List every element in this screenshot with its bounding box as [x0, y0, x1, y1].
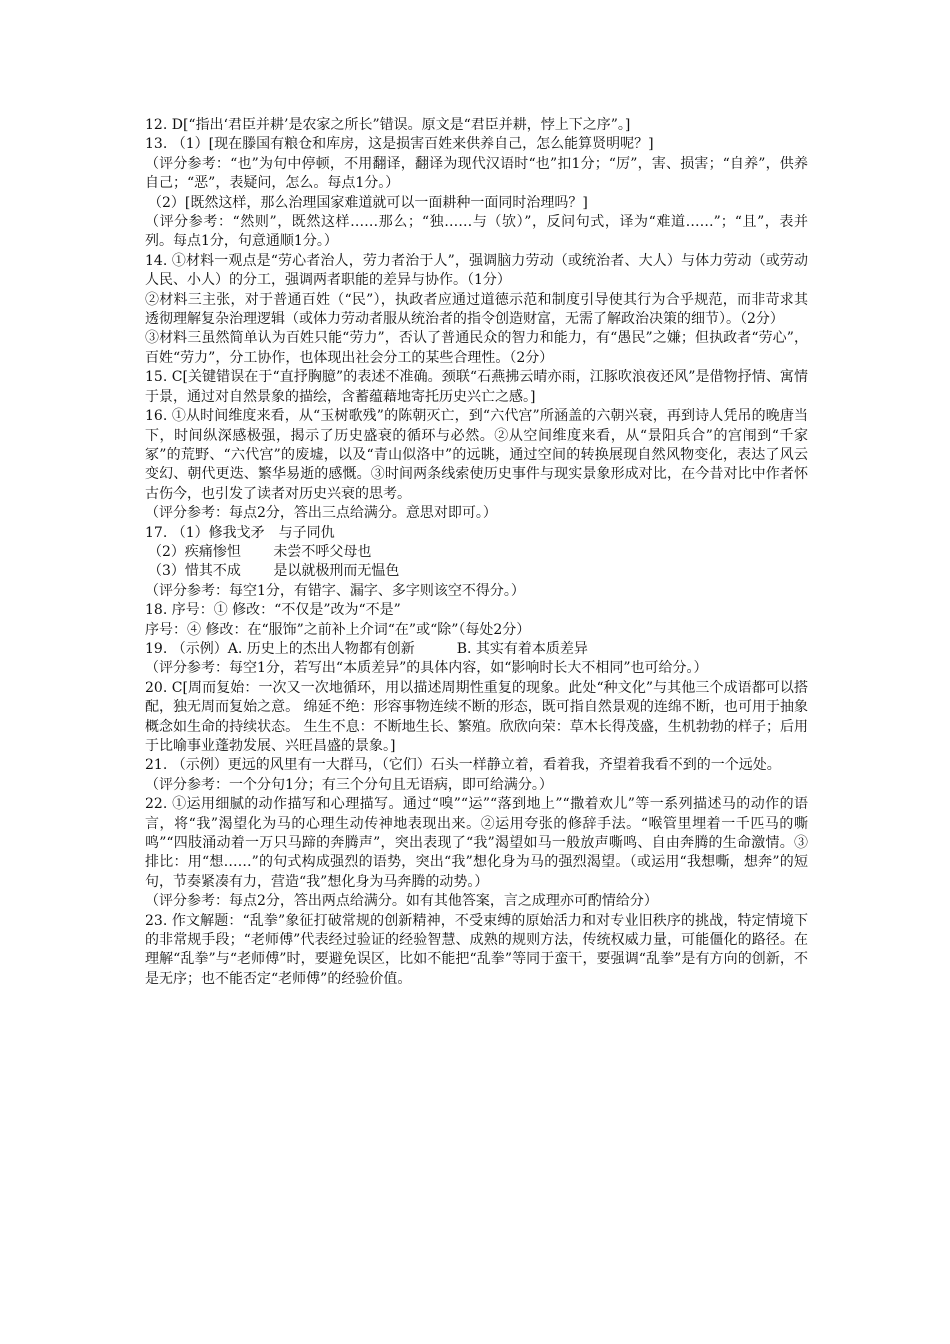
scoring-note-22: （评分参考：每点2分，答出两点给满分。如有其他答案，言之成理亦可酌情给分） [145, 893, 658, 910]
answer-19: 19. （示例）A. 历史上的杰出人物都有创新 B. 其实有着本质差异 [145, 640, 588, 657]
answer-15: 15. C[关键错误在于“直抒胸臆”的表述不准确。颈联“石燕拂云晴亦雨，江豚吹浪夜还风”是借物抒情、寓情于景，通过对自然景象的描绘，含蓄蕴藉地寄托历史兴亡之感。] [145, 369, 808, 405]
answer-document [145, 116, 808, 989]
answer-23: 23. 作文解题：“乱拳”象征打破常规的创新精神，不受束缚的原始活力和对专业旧秩序的挑战，特定情境下的非常规手段；“老师傅”代表经过验证的经验智慧、成熟的规则方法，传统权威力量，可能僵化的路径。在理解“乱拳”与“老师傅”时，要避免误区，比如不能把“乱拳”等同于蛮干，要强调“乱拳”是有方向的创新，不是无序；也不能否定“老师傅”的经验价值。 [145, 912, 808, 987]
scoring-note-13-part2: （评分参考：“然则”，既然这样……那么；“独……与（欤）”，反问句式，译为“难道……”；“且”，表并列。每点1分，句意通顺1分。） [145, 214, 808, 250]
answer-16: 16. ①从时间维度来看，从“玉树歌残”的陈朝灭亡，到“六代宫”所涵盖的六朝兴衰，再到诗人凭吊的晚唐当下，时间纵深感极强，揭示了历史盛衰的循环与必然。②从空间维度来看，从“景阳兵合”的宫闱到“千家冢”的荒野、“六代宫”的废墟，以及“青山似洛中”的远眺，通过空间的转换展现自然风物变化，表达了风云变幻、朝代更迭、繁华易逝的感慨。③时间两条线索使历史事件与现实景象形成对比，在今昔对比中作者怀古伤今，也引发了读者对历史兴衰的思考。 [145, 408, 808, 502]
scoring-note-21: （评分参考：一个分句1分；有三个分句且无语病，即可给满分。） [145, 776, 553, 793]
answer-17-part3: （3）惜其不成 是以就极刑而无愠色 [148, 563, 400, 580]
answer-14-point1: 14. ①材料一观点是“劳心者治人，劳力者治于人”，强调脑力劳动（或统治者、大人）与体力劳动（或劳动人民、小人）的分工，强调两者职能的差异与协作。（1分） [145, 252, 808, 289]
answer-18-item2: 序号：④ 修改：在“服饰”之前补上介词“在”或“除”（每处2分） [145, 621, 531, 638]
answer-20: 20. C[周而复始：一次又一次地循环，用以描述周期性重复的现象。此处“种文化”与其他三个成语都可以搭配，独无周而复始之意。 绵延不绝：形容事物连续不断的形态，既可指自然景观的连绵不断，也可用于抽象概念如生命的持续状态。 生生不息：不断地生长、繁殖。欣欣向荣：草木长得茂盛，生机勃勃的样子；后用于比喻事业蓬勃发展、兴旺昌盛的景象。] [145, 679, 808, 754]
scoring-note-19: （评分参考：每空1分，若写出“本质差异”的具体内容，如“影响时长大不相同”也可给分。） [145, 660, 708, 677]
answer-13-part1: 13. （1）[现在滕国有粮仓和库房，这是损害百姓来供养自己，怎么能算贤明呢？] [145, 136, 654, 153]
answer-18-item1: 18. 序号：① 修改：“不仅是”改为“不是” [145, 602, 401, 619]
scoring-note-17: （评分参考：每空1分，有错字、漏字、多字则该空不得分。） [145, 582, 525, 599]
answer-21: 21. （示例）更远的风里有一大群马，（它们）石头一样静立着，看着我，齐望着我看不到的一个远处。 [145, 757, 781, 774]
scoring-note-16: （评分参考：每点2分，答出三点给满分。意思对即可。） [145, 505, 497, 522]
answer-12: 12. D[“指出‘君臣并耕’是农家之所长”错误。原文是“君臣并耕，悖上下之序”。] [145, 117, 631, 133]
answer-17-part2: （2）疾痛惨怛 未尝不呼父母也 [148, 543, 372, 560]
answer-17-part1: 17. （1）修我戈矛 与子同仇 [145, 524, 335, 541]
scoring-note-13-part1: （评分参考：“也”为句中停顿，不用翻译，翻译为现代汉语时“也”扣1分；“厉”，害、损害；“自养”，供养自己；“恶”，表疑问，怎么。每点1分。） [145, 155, 808, 192]
answer-14-point3: ③材料三虽然简单认为百姓只能“劳力”，否认了普通民众的智力和能力，有“愚民”之嫌；但执政者“劳心”，百姓“劳力”，分工协作，也体现出社会分工的某些合理性。（2分） [145, 330, 808, 366]
answer-13-part2: （2）[既然这样，那么治理国家难道就可以一面耕种一面同时治理吗？] [148, 194, 588, 211]
answer-14-point2: ②材料三主张，对于普通百姓（“民”），执政者应通过道德示范和制度引导使其行为合乎规范，而非苛求其透彻理解复杂治理逻辑（或体力劳动者服从统治者的指令创造财富，无需了解政治决策的细节）。（2分） [145, 291, 808, 328]
answer-22: 22. ①运用细腻的动作描写和心理描写。通过“嗅”“运”“落到地上”“撒着欢儿”等一系列描述马的动作的语言，将“我”渴望化为马的心理生动传神地表现出来。②运用夸张的修辞手法。“喉管里埋着一千匹马的嘶鸣”“四肢涌动着一万只马蹄的奔腾声”，突出表现了“我”渴望如马一般放声嘶鸣、自由奔腾的生命激情。③排比：用“想……”的句式构成强烈的语势，突出“我”想化身为马的强烈渴望。（或运用“我想嘶，想奔”的短句，节奏紧凑有力，营造“我”想化身为马奔腾的动势。） [145, 796, 808, 890]
